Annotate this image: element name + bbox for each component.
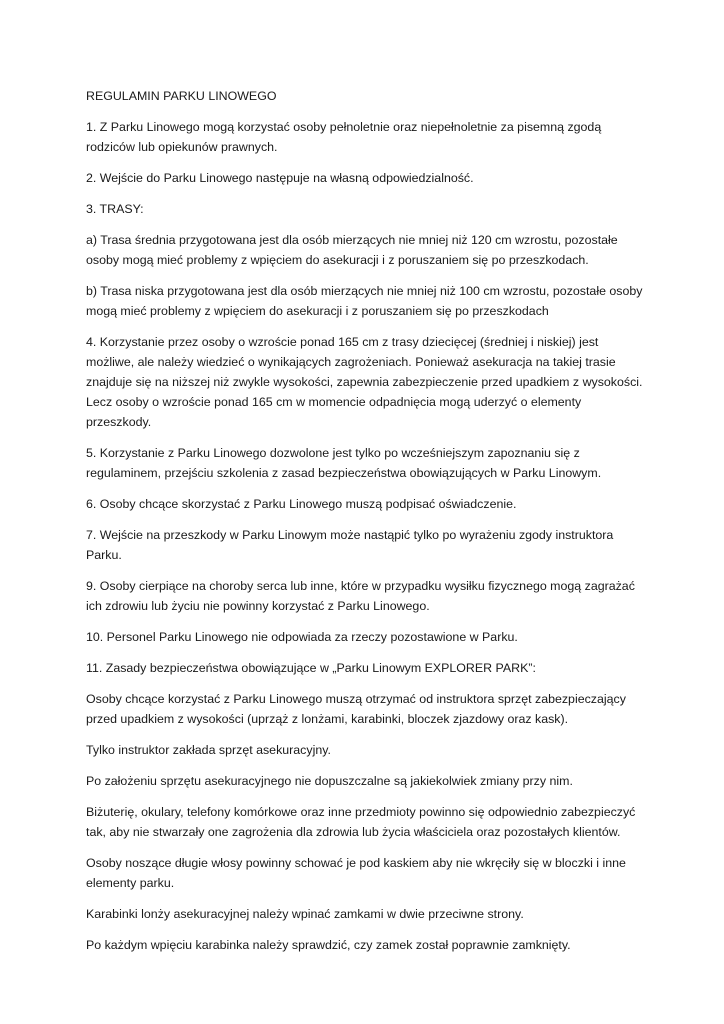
safety-rule-equipment: Osoby chcące korzystać z Parku Linowego muszą otrzymać od instruktora sprzęt zabezpieczający przed upadkiem z wysokości (uprząż z lonżami, karabinki, bloczek zjazdowy oraz kask). [86,692,626,726]
paragraph-7: 7. Wejście na przeszkody w Parku Linowym może nastąpić tylko po wyrażeniu zgody instruktora Parku. [86,528,614,562]
safety-rule-no-changes: Po założeniu sprzętu asekuracyjnego nie dopuszczalne są jakiekolwiek zmiany przy nim. [86,774,573,788]
paragraph-9: 9. Osoby cierpiące na choroby serca lub inne, które w przypadku wysiłku fizycznego mogą zagrażać ich zdrowiu lub życiu nie powinny korzystać z Parku Linowego. [86,579,635,613]
safety-rule-hair: Osoby noszące długie włosy powinny schować je pod kaskiem aby nie wkręciły się w bloczki i inne elementy parku. [86,856,626,890]
document-title: REGULAMIN PARKU LINOWEGO [86,89,277,103]
safety-rule-check-lock: Po każdym wpięciu karabinka należy sprawdzić, czy zamek został poprawnie zamknięty. [86,938,571,952]
safety-rule-carabiners: Karabinki lonży asekuracyjnej należy wpinać zamkami w dwie przeciwne strony. [86,907,524,921]
document-body [86,86,646,966]
paragraph-1: 1. Z Parku Linowego mogą korzystać osoby pełnoletnie oraz niepełnoletnie za pisemną zgodą rodziców lub opiekunów prawnych. [86,120,602,154]
paragraph-11: 11. Zasady bezpieczeństwa obowiązujące w „Parku Linowym EXPLORER PARK”: [86,661,536,675]
paragraph-6: 6. Osoby chcące skorzystać z Parku Linowego muszą podpisać oświadczenie. [86,497,517,511]
safety-rule-belongings: Biżuterię, okulary, telefony komórkowe oraz inne przedmioty powinno się odpowiednio zabezpieczyć tak, aby nie stwarzały one zagrożenia dla zdrowia lub życia właściciela oraz pozostałych klientów. [86,805,636,839]
paragraph-3: 3. TRASY: [86,202,144,216]
paragraph-10: 10. Personel Parku Linowego nie odpowiada za rzeczy pozostawione w Parku. [86,630,518,644]
paragraph-3b: b) Trasa niska przygotowana jest dla osób mierzących nie mniej niż 100 cm wzrostu, pozostałe osoby mogą mieć problemy z wpięciem do asekuracji i z poruszaniem się po przeszkodach [86,284,643,318]
paragraph-3a: a) Trasa średnia przygotowana jest dla osób mierzących nie mniej niż 120 cm wzrostu, pozostałe osoby mogą mieć problemy z wpięciem do asekuracji i z poruszaniem się po przeszkodach. [86,233,618,267]
paragraph-5: 5. Korzystanie z Parku Linowego dozwolone jest tylko po wcześniejszym zapoznaniu się z regulaminem, przejściu szkolenia z zasad bezpieczeństwa obowiązujących w Parku Linowym. [86,446,602,480]
paragraph-4: 4. Korzystanie przez osoby o wzroście ponad 165 cm z trasy dziecięcej (średniej i niskiej) jest możliwe, ale należy wiedzieć o wynikających zagrożeniach. Ponieważ asekuracja na takiej trasie znajduje się na niższej niż zwykle wysokości, zapewnia zabezpieczenie przed upadkiem z wysokości. Lecz osoby o wzroście ponad 165 cm w momencie odpadnięcia mogą uderzyć o elementy przeszkody. [86,335,643,429]
paragraph-2: 2. Wejście do Parku Linowego następuje na własną odpowiedzialność. [86,171,474,185]
safety-rule-instructor: Tylko instruktor zakłada sprzęt asekuracyjny. [86,743,331,757]
